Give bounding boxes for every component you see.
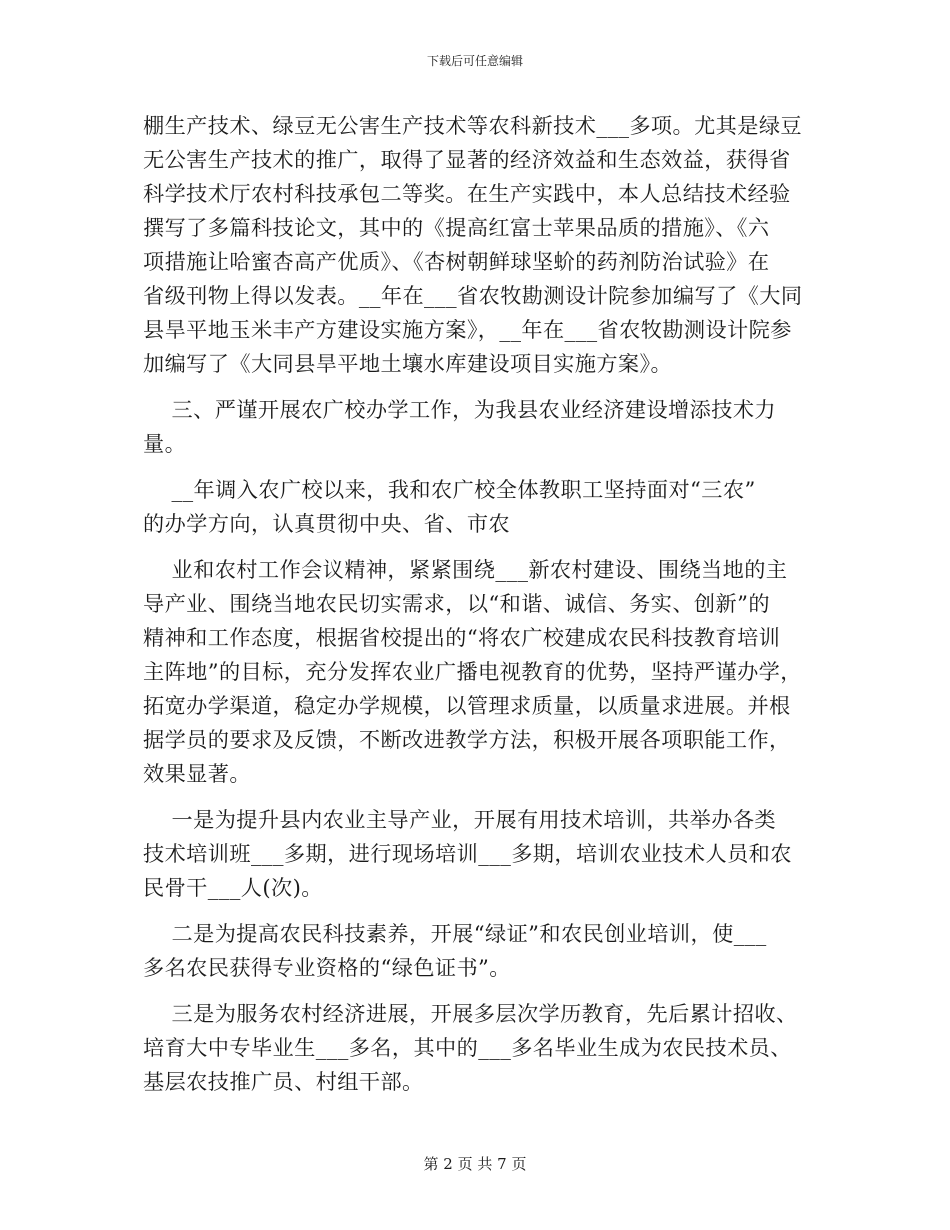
- text-line: 民骨干___人(次)。: [143, 875, 323, 900]
- text-line: 多名农民获得专业资格的“绿色证书”。: [143, 955, 511, 980]
- text-line: 无公害生产技术的推广，取得了显著的经济效益和生态效益，获得省: [143, 147, 791, 172]
- text-line: 项措施让哈蜜杏高产优质》、《杏树朝鲜球坚蚧的药剂防治试验》在: [143, 249, 770, 274]
- text-line: 撰写了多篇科技论文，其中的《提高红富士苹果品质的措施》、《六: [143, 215, 770, 240]
- text-line: 三是为服务农村经济进展，开展多层次学历教育，先后累计招收、: [143, 1001, 798, 1026]
- text-line: 业和农村工作会议精神，紧紧围绕___新农村建设、围绕当地的主: [143, 557, 788, 582]
- text-line: 拓宽办学渠道，稳定办学规模，以管理求质量，以质量求进展。并根: [143, 693, 791, 718]
- page-footer: 第 2 页 共 7 页: [423, 1155, 527, 1173]
- text-line: 精神和工作态度，根据省校提出的“将农广校建成农民科技教育培训: [143, 625, 781, 650]
- text-line: 二是为提高农民科技素养，开展“绿证”和农民创业培训，使___: [143, 921, 767, 946]
- text-line: 主阵地”的目标，充分发挥农业广播电视教育的优势，坚持严谨办学，: [143, 659, 802, 684]
- text-line: 科学技术厅农村科技承包二等奖。在生产实践中，本人总结技术经验: [143, 181, 791, 206]
- text-line: 基层农技推广员、村组干部。: [143, 1069, 424, 1094]
- text-line: 县旱平地玉米丰产方建设实施方案》，__年在___省农牧勘测设计院参: [143, 317, 792, 342]
- text-line: 棚生产技术、绿豆无公害生产技术等农科新技术___多项。尤其是绿豆: [143, 113, 803, 138]
- text-line: 量。: [143, 431, 187, 456]
- page-header: 下载后可任意编辑: [426, 54, 523, 68]
- text-line: 据学员的要求及反馈，不断改进教学方法，积极开展各项职能工作，: [143, 727, 791, 752]
- text-line: 三、严谨开展农广校办学工作，为我县农业经济建设增添技术力: [143, 397, 776, 422]
- text-line: 效果显著。: [143, 761, 251, 786]
- text-line: __年调入农广校以来，我和农广校全体教职工坚持面对“三农”: [143, 477, 756, 502]
- text-line: 一是为提升县内农业主导产业，开展有用技术培训，共举办各类: [143, 807, 776, 832]
- document-body: [143, 109, 807, 1099]
- text-line: 省级刊物上得以发表。__年在___省农牧勘测设计院参加编写了《大同: [143, 283, 803, 308]
- text-line: 技术培训班___多期，进行现场培训___多期，培训农业技术人员和农: [143, 841, 792, 866]
- text-line: 培育大中专毕业生___多名，其中的___多名毕业生成为农民技术员、: [143, 1035, 792, 1060]
- text-line: 的办学方向，认真贯彻中央、省、市农: [143, 511, 510, 536]
- text-line: 加编写了《大同县旱平地土壤水库建设项目实施方案》。: [143, 351, 673, 376]
- text-line: 导产业、围绕当地农民切实需求，以“和谐、诚信、务实、创新”的: [143, 591, 770, 616]
